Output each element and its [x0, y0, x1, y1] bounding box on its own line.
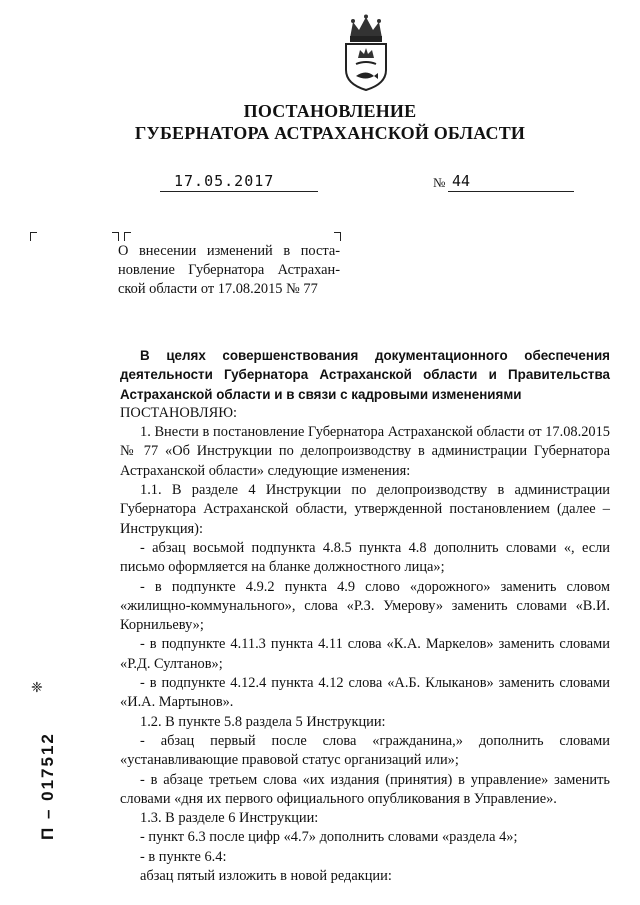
- ornament-star-icon: ❈: [31, 681, 43, 696]
- subject-line: О внесении изменений в поста-: [118, 243, 340, 259]
- paragraph-1-2: 1.2. В пункте 5.8 раздела 5 Инструкции:: [140, 713, 386, 730]
- document-number: 44: [452, 172, 471, 190]
- paragraph-1-3-b: - в пункте 6.4:: [140, 848, 227, 865]
- paragraph-1-1-b: - в подпункте 4.9.2 пункта 4.9 слово «дорожного» заменить словом «жилищно-коммунального», слова «Р.З. Умерову» заменить словами «В.И. Корнильеву»;: [120, 578, 610, 634]
- paragraph-1-2-a: - абзац первый после слова «гражданина,» дополнить словами «устанавливающие правовой статус организаций или»;: [120, 732, 610, 769]
- document-subject: [118, 242, 340, 299]
- paragraph-1-1: 1.1. В разделе 4 Инструкции по делопроизводству в администрации Губернатора Астраханской области, утвержденной постановлением (далее – Инструкция):: [120, 482, 610, 537]
- issuer-title: ГУБЕРНАТОРА АСТРАХАНСКОЙ ОБЛАСТИ: [134, 123, 526, 143]
- paragraph-1-3-a: - пункт 6.3 после цифр «4.7» дополнить словами «раздела 4»;: [140, 829, 518, 846]
- number-underline: [448, 191, 574, 192]
- corner-mark: [30, 232, 37, 241]
- astrakhan-coat-of-arms-icon: [340, 14, 392, 92]
- preamble-paragraph: В целях совершенствования документационного обеспечения деятельности Губернатора Астраханской области и Правительства Астраханской области и в связи с кадровыми изменениями: [120, 348, 610, 402]
- document-date: 17.05.2017: [174, 172, 275, 190]
- paragraph-1: 1. Внести в постановление Губернатора Астраханской области от 17.08.2015 № 77 «Об Инструкции по делопроизводству в администрации Губернатора Астраханской области» следующие изменения:: [120, 424, 610, 479]
- paragraph-1-1-a: - абзац восьмой подпункта 4.8.5 пункта 4.8 дополнить словами «, если письмо оформляется на бланке должностного лица»;: [120, 539, 610, 576]
- corner-mark: [112, 232, 119, 241]
- document-body: [120, 346, 610, 886]
- document-type-title: ПОСТАНОВЛЕНИЕ: [243, 101, 417, 121]
- paragraph-1-3-c: абзац пятый изложить в новой редакции:: [140, 868, 392, 885]
- paragraph-1-3: 1.3. В разделе 6 Инструкции:: [140, 810, 319, 827]
- paragraph-1-2-b: - в абзаце третьем слова «их издания (принятия) в управление» заменить словами «дня их первого официального опубликования в Управление».: [120, 771, 610, 807]
- corner-mark: [124, 232, 131, 241]
- paragraph-1-1-c: - в подпункте 4.11.3 пункта 4.11 слова «К.А. Маркелов» заменить словами «Р.Д. Султанов»;: [120, 636, 610, 672]
- corner-mark: [334, 232, 341, 241]
- subject-line: новление Губернатора Астрахан-: [118, 262, 340, 278]
- blank-serial-number: П – 017512: [38, 732, 57, 840]
- subject-line: ской области от 17.08.2015 № 77: [118, 281, 318, 297]
- date-underline: [160, 191, 318, 192]
- decree-word: ПОСТАНОВЛЯЮ:: [120, 404, 238, 421]
- number-sign: №: [433, 175, 446, 190]
- paragraph-1-1-d: - в подпункте 4.12.4 пункта 4.12 слова «А.Б. Клыканов» заменить словами «И.А. Мартынов».: [120, 675, 610, 711]
